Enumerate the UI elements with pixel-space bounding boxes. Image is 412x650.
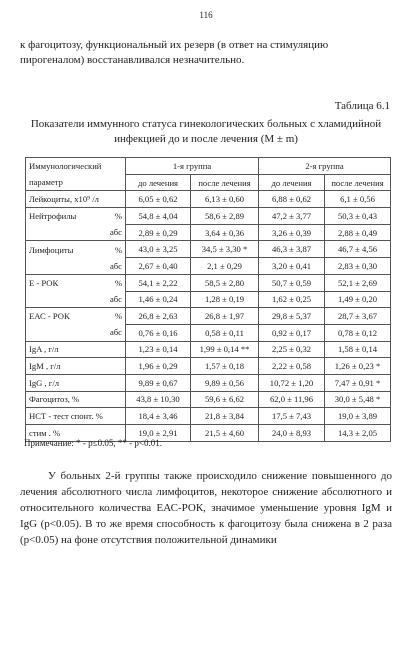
- value-cell-g2-before: 24,0 ± 8,93: [259, 425, 325, 442]
- value-cell-g1-after: 21,8 ± 3,84: [191, 408, 259, 425]
- header-g1-after: после лечения: [191, 174, 259, 191]
- value-cell-g2-before: 2,22 ± 0,58: [259, 358, 325, 375]
- row-label: Лейкоциты, х10⁹ /л: [29, 194, 99, 205]
- table-row: [26, 358, 391, 375]
- value-cell-g1-before: 1,96 ± 0,29: [126, 358, 191, 375]
- value-cell-g2-before: 62,0 ± 11,96: [259, 391, 325, 408]
- value-cell-g1-after: 59,6 ± 6,62: [191, 391, 259, 408]
- immune-status-table: [25, 157, 391, 442]
- row-label: IgG , г/л: [29, 377, 60, 388]
- value-cell-g1-before: 18,4 ± 3,46: [126, 408, 191, 425]
- table-row: [26, 291, 391, 308]
- header-group1: 1-я группа: [126, 158, 259, 175]
- header-g2-before: до лечения: [259, 174, 325, 191]
- value-cell-g2-after: 19,0 ± 3,89: [325, 408, 391, 425]
- table-row: [26, 374, 391, 391]
- header-param-line2: параметр: [26, 174, 126, 191]
- table-row: [26, 224, 391, 241]
- table-row: [26, 208, 391, 225]
- value-cell-g1-after: 6,13 ± 0,60: [191, 191, 259, 208]
- header-g1-before: до лечения: [126, 174, 191, 191]
- row-label-cell: [26, 291, 126, 308]
- value-cell-g2-after: 46,7 ± 4,56: [325, 241, 391, 258]
- row-label-cell: [26, 208, 126, 225]
- row-label: ЕАС - РОК: [29, 311, 70, 322]
- value-cell-g2-before: 47,2 ± 3,77: [259, 208, 325, 225]
- table-row: [26, 324, 391, 341]
- value-cell-g1-before: 0,76 ± 0,16: [126, 324, 191, 341]
- row-label: НСТ - тест спонт. %: [29, 411, 103, 422]
- row-label-cell: [26, 391, 126, 408]
- table-row: [26, 241, 391, 258]
- row-label: стим . %: [29, 427, 61, 438]
- value-cell-g2-after: 14,3 ± 2,05: [325, 425, 391, 442]
- header-group2: 2-я группа: [259, 158, 391, 175]
- row-unit: абс: [109, 327, 122, 338]
- intro-paragraph: к фагоцитозу, функциональный их резерв (в ответ на стимуляцию пирогеналом) восстанавливался незначительно.: [20, 39, 329, 66]
- value-cell-g1-before: 2,67 ± 0,40: [126, 258, 191, 275]
- value-cell-g2-before: 6,88 ± 0,62: [259, 191, 325, 208]
- value-cell-g2-before: 0,92 ± 0,17: [259, 324, 325, 341]
- row-label: Фагоцитоз, %: [29, 394, 80, 405]
- row-label: Нейтрофилы: [29, 211, 77, 222]
- body-paragraph: У больных 2-й группы также происходило снижение повышенного до лечения абсолютного числа лимфоцитов, некоторое снижение абсолютного и относительного количества ЕАС-РОК, значимое уменьшение уровня IgM и IgG (p<0.05). В то же время способность к фагоцитозу была снижена в 2 раза (p<0.05) на фоне отсутствия положительной динамики: [20, 470, 392, 546]
- value-cell-g2-after: 7,47 ± 0,91 *: [325, 374, 391, 391]
- value-cell-g2-before: 29,8 ± 5,37: [259, 308, 325, 325]
- value-cell-g2-after: 6,1 ± 0,56: [325, 191, 391, 208]
- value-cell-g1-before: 1,23 ± 0,14: [126, 341, 191, 358]
- value-cell-g1-after: 26,8 ± 1,97: [191, 308, 259, 325]
- row-unit: %: [114, 211, 122, 222]
- row-unit: абс: [109, 227, 122, 238]
- row-label-cell: [26, 224, 126, 241]
- row-label-cell: [26, 324, 126, 341]
- table-row: [26, 308, 391, 325]
- value-cell-g2-before: 10,72 ± 1,20: [259, 374, 325, 391]
- value-cell-g2-before: 2,25 ± 0,32: [259, 341, 325, 358]
- value-cell-g1-before: 26,8 ± 2,63: [126, 308, 191, 325]
- row-label-cell: [26, 308, 126, 325]
- header-g2-after: после лечения: [325, 174, 391, 191]
- table-note: Примечание: * - p≤0.05, ** - p<0.01.: [24, 438, 162, 448]
- table-label: Таблица 6.1: [334, 100, 390, 112]
- value-cell-g1-after: 1,57 ± 0,18: [191, 358, 259, 375]
- row-label-cell: [26, 241, 126, 258]
- row-unit: %: [114, 244, 122, 255]
- value-cell-g2-after: 52,1 ± 2,69: [325, 274, 391, 291]
- value-cell-g2-before: 3,26 ± 0,39: [259, 224, 325, 241]
- value-cell-g2-after: 28,7 ± 3,67: [325, 308, 391, 325]
- value-cell-g1-after: 9,89 ± 0,56: [191, 374, 259, 391]
- value-cell-g2-after: 1,26 ± 0,23 *: [325, 358, 391, 375]
- value-cell-g2-before: 3,20 ± 0,41: [259, 258, 325, 275]
- value-cell-g1-after: 1,99 ± 0,14 **: [191, 341, 259, 358]
- table-body: [26, 191, 391, 441]
- value-cell-g2-after: 1,58 ± 0,14: [325, 341, 391, 358]
- row-label-cell: [26, 408, 126, 425]
- table-row: [26, 258, 391, 275]
- value-cell-g2-before: 17,5 ± 7,43: [259, 408, 325, 425]
- value-cell-g1-before: 2,89 ± 0,29: [126, 224, 191, 241]
- table-row: [26, 341, 391, 358]
- value-cell-g1-after: 34,5 ± 3,30 *: [191, 241, 259, 258]
- value-cell-g2-after: 30,0 ± 5,48 *: [325, 391, 391, 408]
- row-label: IgM , г/л: [29, 361, 61, 372]
- value-cell-g2-before: 46,3 ± 3,87: [259, 241, 325, 258]
- value-cell-g1-before: 9,89 ± 0,67: [126, 374, 191, 391]
- value-cell-g1-after: 0,58 ± 0,11: [191, 324, 259, 341]
- row-unit: %: [114, 311, 122, 322]
- row-label-cell: [26, 191, 126, 208]
- row-label-cell: [26, 274, 126, 291]
- row-label-cell: [26, 358, 126, 375]
- row-label: Лимфоциты: [29, 244, 74, 255]
- value-cell-g1-after: 3,64 ± 0,36: [191, 224, 259, 241]
- value-cell-g1-before: 43,0 ± 3,25: [126, 241, 191, 258]
- row-label-cell: [26, 258, 126, 275]
- value-cell-g2-after: 2,83 ± 0,30: [325, 258, 391, 275]
- value-cell-g1-before: 1,46 ± 0,24: [126, 291, 191, 308]
- value-cell-g2-after: 2,88 ± 0,49: [325, 224, 391, 241]
- row-label: Е - РОК: [29, 277, 59, 288]
- row-unit: %: [114, 277, 122, 288]
- row-label: IgA , г/л: [29, 344, 59, 355]
- page-number: 116: [199, 10, 213, 20]
- value-cell-g1-after: 2,1 ± 0,29: [191, 258, 259, 275]
- value-cell-g1-after: 58,5 ± 2,80: [191, 274, 259, 291]
- value-cell-g2-after: 50,3 ± 0,43: [325, 208, 391, 225]
- header-param-line1: Иммунологический: [26, 158, 126, 175]
- value-cell-g2-after: 1,49 ± 0,20: [325, 291, 391, 308]
- value-cell-g1-before: 6,05 ± 0,62: [126, 191, 191, 208]
- row-label-cell: [26, 341, 126, 358]
- row-label-cell: [26, 374, 126, 391]
- table-row: [26, 274, 391, 291]
- table-row: [26, 408, 391, 425]
- table-title: Показатели иммунного статуса гинекологических больных с хламидийной инфекцией до и после лечения (M ± m): [30, 118, 382, 145]
- table-row: [26, 391, 391, 408]
- value-cell-g1-before: 43,8 ± 10,30: [126, 391, 191, 408]
- value-cell-g2-after: 0,78 ± 0,12: [325, 324, 391, 341]
- row-unit: абс: [109, 260, 122, 271]
- table-row: [26, 191, 391, 208]
- value-cell-g1-after: 58,6 ± 2,89: [191, 208, 259, 225]
- value-cell-g1-before: 54,1 ± 2,22: [126, 274, 191, 291]
- value-cell-g1-after: 1,28 ± 0,19: [191, 291, 259, 308]
- row-unit: абс: [109, 294, 122, 305]
- value-cell-g1-before: 19,0 ± 2,91: [126, 425, 191, 442]
- value-cell-g2-before: 1,62 ± 0,25: [259, 291, 325, 308]
- value-cell-g2-before: 50,7 ± 0,59: [259, 274, 325, 291]
- value-cell-g1-before: 54,8 ± 4,04: [126, 208, 191, 225]
- value-cell-g1-after: 21,5 ± 4,60: [191, 425, 259, 442]
